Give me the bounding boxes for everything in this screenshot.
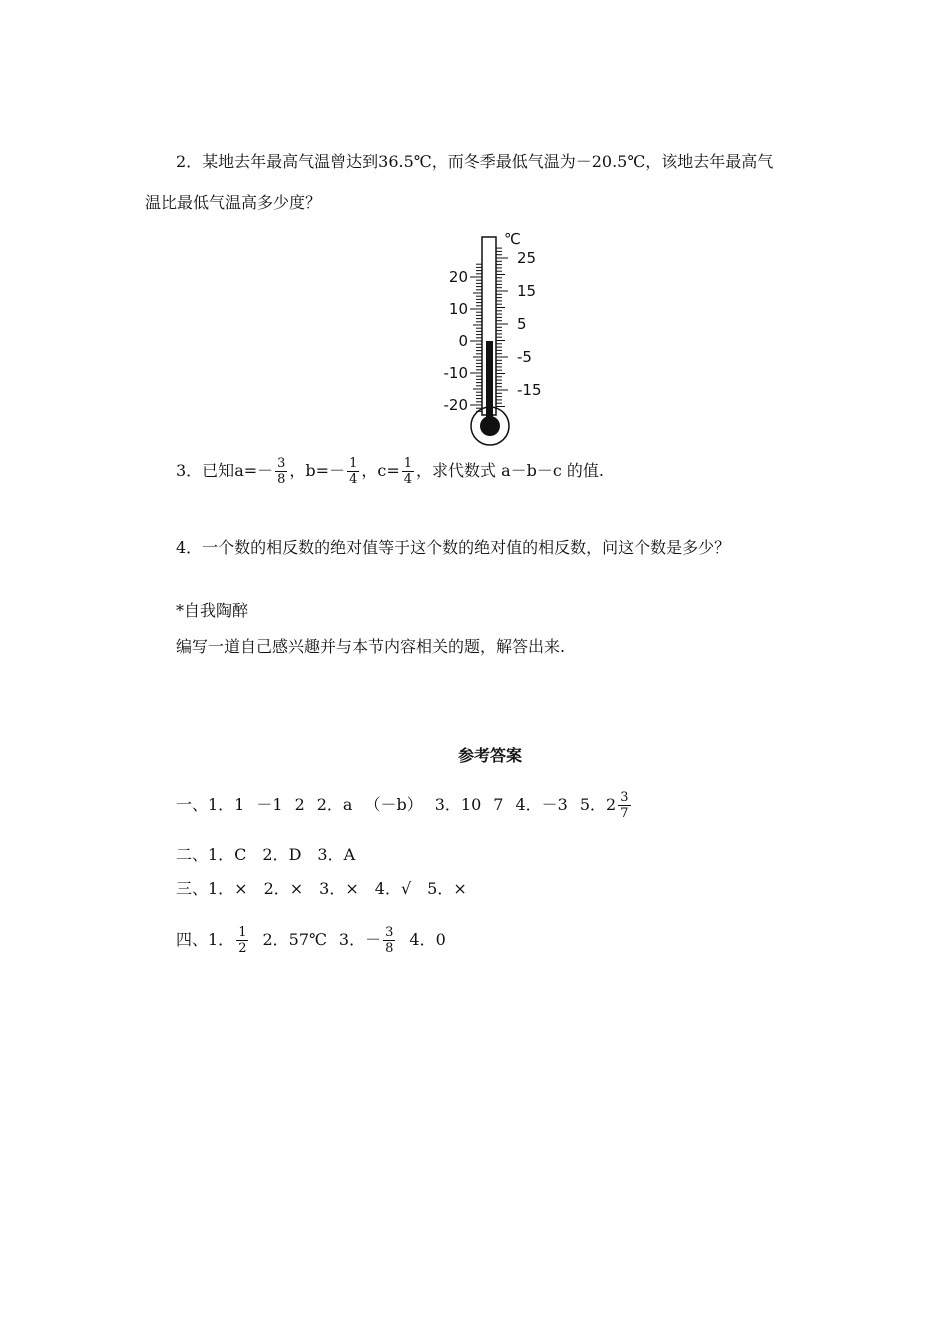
right-tick-label: 25 [517, 249, 537, 267]
question-4: 4．一个数的相反数的绝对值等于这个数的绝对值的相反数，问这个数是多少？ [176, 538, 731, 557]
right-tick-label: 5 [517, 315, 527, 333]
answers-row-4: 四、1． $\frac{1}{2}$ 2．57℃ 3．－ $\frac{3}{8}$ 4．0 [176, 925, 446, 956]
answers-title: 参考答案 [458, 746, 523, 765]
answers-row-2: 二、1．C 2．D 3．A [176, 845, 356, 864]
question-2-line-1: 2．某地去年最高气温曾达到36.5℃，而冬季最低气温为－20.5℃，该地去年最高气 [176, 152, 774, 171]
self-section-title: *自我陶醉 [176, 601, 249, 620]
left-tick-label: -10 [443, 364, 468, 382]
fraction-half: $\frac{1}{2}$ [238, 925, 247, 956]
answers-row-3: 三、1．× 2．× 3．× 4．√ 5．× [176, 879, 467, 898]
answers-row-1: 一、1．1 －1 2 2．a （－b） 3．10 7 4．－3 5．2 $\frac{3}{7}$ [176, 790, 629, 821]
thermometer-figure [420, 225, 560, 450]
right-tick-label: 15 [517, 282, 537, 300]
right-scale-ticks [496, 248, 508, 406]
self-section-text: 编写一道自己感兴趣并与本节内容相关的题，解答出来. [176, 637, 566, 656]
fraction-three-eighths: $\frac{3}{8}$ [385, 925, 394, 956]
fraction-a: $\frac{3}{8}$ [277, 456, 286, 487]
left-scale-ticks [470, 264, 482, 411]
unit-label: ℃ [504, 230, 521, 248]
left-tick-label: -20 [443, 396, 468, 414]
thermometer-mercury [486, 341, 493, 420]
right-tick-label: -5 [517, 348, 532, 366]
mixed-fraction: $\frac{3}{7}$ [620, 790, 629, 821]
question-2-line-2: 温比最低气温高多少度？ [145, 193, 322, 212]
left-tick-label: 0 [458, 332, 468, 350]
right-tick-label: -15 [517, 381, 542, 399]
question-3: 3．已知a=－ $\frac{3}{8}$ ，b=－ $\frac{1}{4}$ ，c= $\frac{1}{4}$ ，求代数式 a－b－c 的值. [176, 456, 605, 487]
fraction-b: $\frac{1}{4}$ [349, 456, 358, 487]
left-tick-label: 10 [448, 300, 468, 318]
left-tick-label: 20 [448, 268, 468, 286]
fraction-c: $\frac{1}{4}$ [403, 456, 413, 487]
